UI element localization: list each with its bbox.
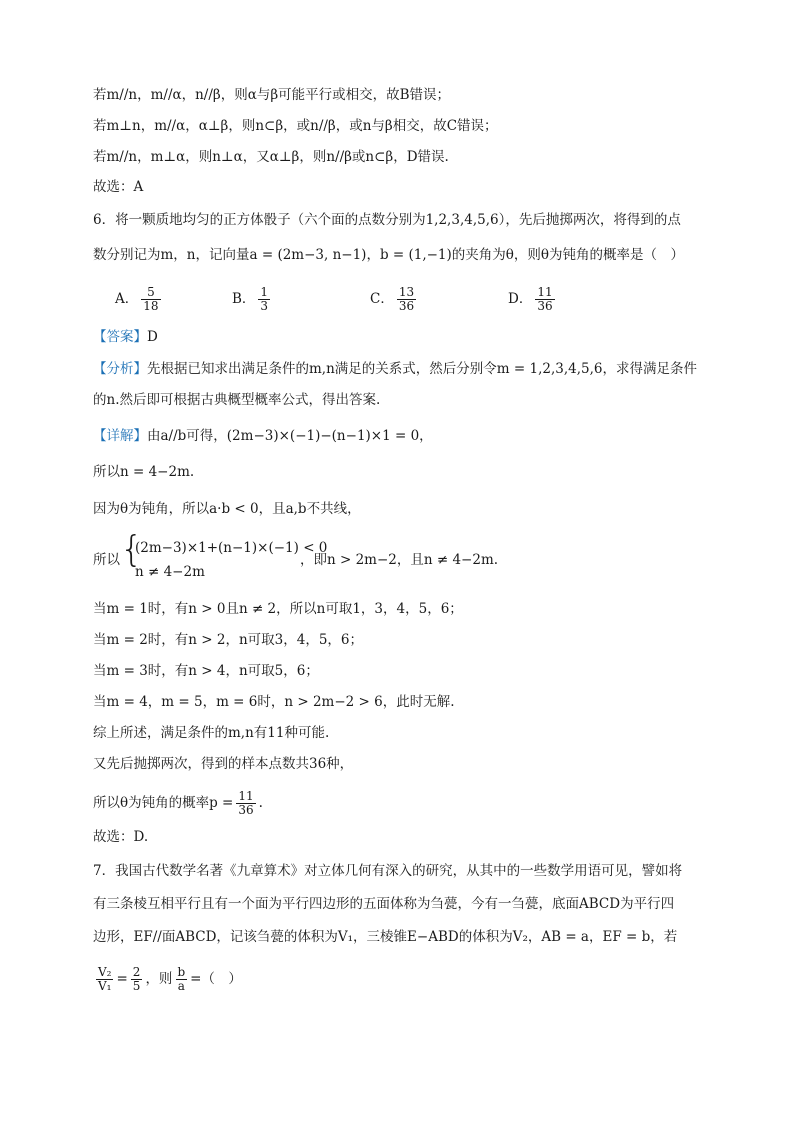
answer-tag: 【答案】 [93, 329, 147, 345]
denominator: 18 [143, 299, 159, 313]
numerator: 2 [132, 965, 141, 979]
q6-option-b [232, 286, 273, 313]
denominator: a [177, 979, 185, 993]
numerator: 13 [398, 285, 415, 299]
option-fraction [535, 286, 554, 313]
q6-choice: 故选：D. [93, 829, 149, 845]
q6-case-m456: 当m = 4，m = 5，m = 6时，n > 2m−2 > 6，此时无解. [93, 694, 455, 710]
q6-option-c [370, 286, 419, 313]
q6-case-m1: 当m = 1时，有n > 0且n ≠ 2，所以n可取1，3，4，5，6； [93, 601, 463, 617]
denominator: 36 [238, 803, 254, 817]
question-end: =（ ） [190, 971, 242, 987]
ratio-value [131, 966, 143, 993]
numerator: V₂ [98, 965, 112, 979]
q6-system-conclusion: ，即n > 2m−2，且n ≠ 4−2m. [300, 552, 499, 568]
option-fraction [397, 286, 416, 313]
q6-answer [93, 328, 158, 346]
q6-detail-line-3: 因为θ为钝角，所以a·b < 0，且a,b不共线， [93, 501, 361, 517]
option-fraction [258, 286, 270, 313]
denominator: 36 [537, 299, 553, 313]
numerator: 11 [537, 285, 553, 299]
numerator: 5 [147, 285, 155, 299]
q6-option-a [115, 286, 164, 313]
option-label: C． [370, 291, 394, 307]
q7-stem-line-2: 有三条棱互相平行且有一个面为平行四边形的五面体称为刍甍，今有一刍甍，底面ABCD为平行四 [93, 896, 675, 912]
q6-case-m3: 当m = 3时，有n > 4，n可取5，6； [93, 663, 319, 679]
q6-system-lead: 所以 [93, 552, 120, 568]
q7-stem-line-4 [93, 966, 242, 993]
q6-case-m2: 当m = 2时，有n > 2，n可取3，4，5，6； [93, 632, 364, 648]
option-label: A． [115, 291, 139, 307]
option-fraction [141, 286, 160, 313]
q6-analysis-line-2: 的n.然后即可根据古典概型概率公式，得出答案. [93, 392, 381, 408]
analysis-text: 先根据已知求出满足条件的m,n满足的关系式，然后分别令m = 1,2,3,4,5,6，求得满足条件 [147, 361, 697, 377]
numerator: b [177, 965, 186, 979]
answer-value: D [147, 329, 158, 345]
denominator: 3 [260, 299, 269, 313]
equals-sign: = [116, 971, 128, 987]
ratio-b-a [175, 966, 187, 993]
probability-lead: 所以θ为钝角的概率p = [93, 795, 234, 811]
system-inequality-1: (2m−3)×1+(n−1)×(−1) < 0 [135, 540, 328, 556]
system-inequality-2: n ≠ 4−2m [135, 564, 205, 580]
q7-stem-line-3: 边形，EF//面ABCD，记该刍甍的体积为V₁，三棱锥E−ABD的体积为V₂，AB = a，EF = b，若 [93, 929, 678, 945]
q6-probability-line [93, 790, 263, 817]
prev-solution-line-1: 若m//n，m//α，n//β，则α与β可能平行或相交，故B错误； [93, 87, 451, 103]
q6-analysis-line-1 [93, 360, 697, 378]
q6-option-d [508, 286, 558, 313]
q7-stem-line-1: 7．我国古代数学名著《九章算术》对立体几何有深入的研究，从其中的一些数学用语可见，譬如将 [93, 863, 683, 879]
analysis-tag: 【分析】 [93, 361, 147, 377]
q6-stem-line-2: 数分别记为m，n，记向量a = (2m−3, n−1)，b = (1,−1)的夹角为θ，则θ为钝角的概率是（ ） [93, 247, 685, 263]
q6-sample-count: 又先后抛掷两次，得到的样本点数共36种， [93, 756, 354, 772]
q6-summary: 综上所述，满足条件的m,n有11种可能. [93, 725, 330, 741]
numerator: 1 [260, 285, 269, 299]
option-label: B． [232, 291, 256, 307]
denominator: 5 [132, 979, 141, 993]
q6-detail-line-1 [93, 427, 433, 445]
prev-solution-line-3: 若m//n，m⊥α，则n⊥α，又α⊥β，则n//β或n⊂β，D错误. [93, 149, 449, 165]
denominator: 36 [398, 299, 415, 313]
prev-choice: 故选：A [93, 179, 144, 195]
connector-text: ，则 [145, 971, 173, 987]
q6-stem-line-1: 6．将一颗质地均匀的正方体骰子（六个面的点数分别为1,2,3,4,5,6），先后抛掷两次，将得到的点 [93, 212, 681, 228]
detail-text: 由a//b可得，(2m−3)×(−1)−(n−1)×1 = 0， [147, 428, 433, 444]
numerator: 11 [238, 789, 254, 803]
q6-detail-line-2: 所以n = 4−2m. [93, 464, 195, 480]
ratio-v2-v1 [96, 966, 113, 993]
probability-end: . [258, 795, 263, 811]
system-brace: { [120, 529, 143, 570]
detail-tag: 【详解】 [93, 428, 147, 444]
probability-fraction [236, 790, 255, 817]
option-label: D． [508, 291, 533, 307]
prev-solution-line-2: 若m⊥n，m//α，α⊥β，则n⊂β，或n//β，或n与β相交，故C错误； [93, 118, 498, 134]
denominator: V₁ [98, 979, 112, 993]
